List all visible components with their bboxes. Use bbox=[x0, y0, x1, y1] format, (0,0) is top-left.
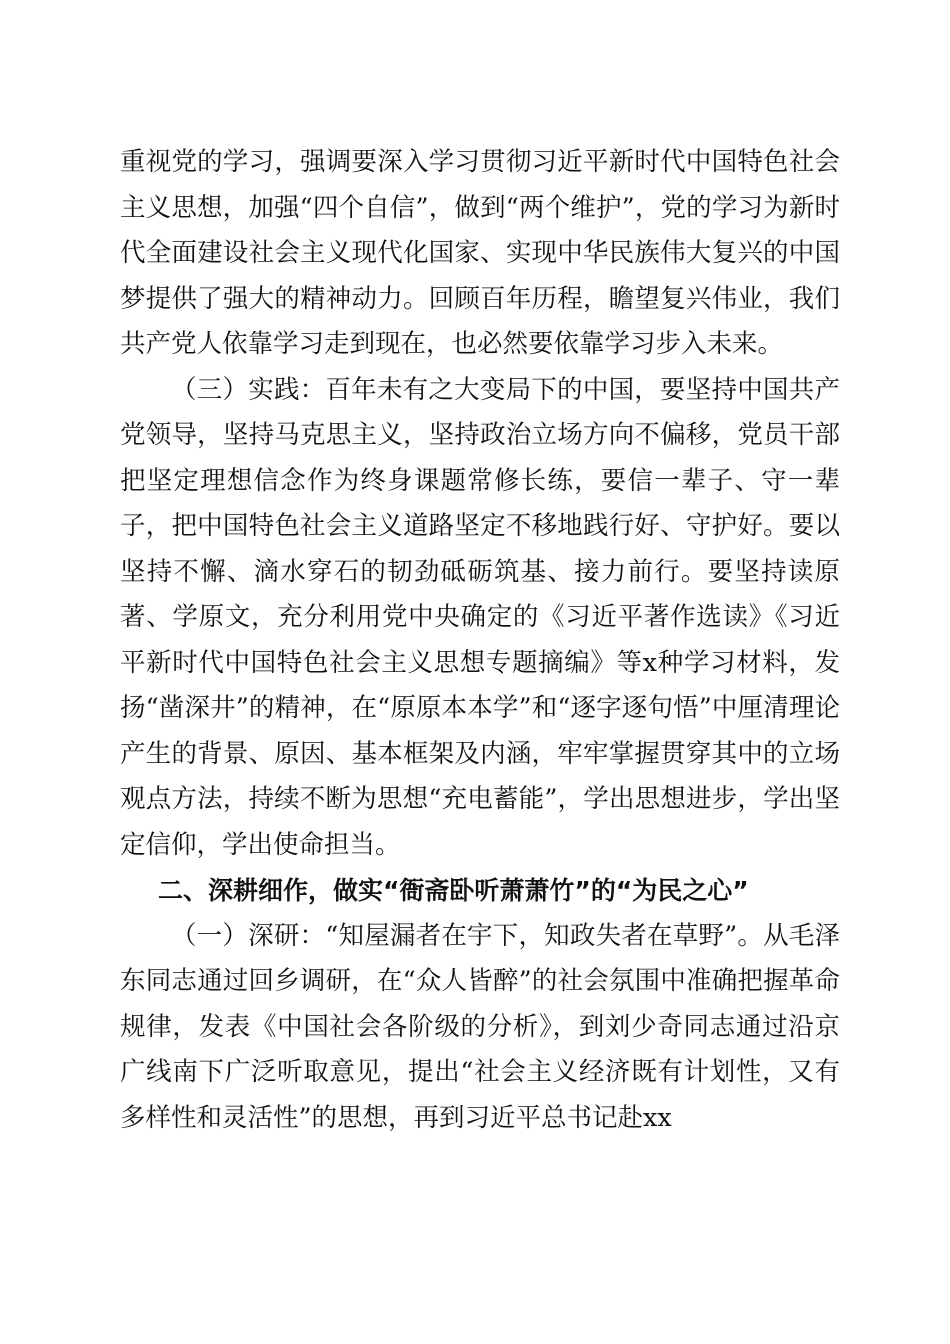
paragraph-study-importance: 重视党的学习，强调要深入学习贯彻习近平新时代中国特色社会主义思想，加强“四个自信”，做到“两个维护”，党的学习为新时代全面建设社会主义现代化国家、实现中华民族伟大复兴的中国梦提供了强大的精神动力。回顾百年历程，瞻望复兴伟业，我们共产党人依靠学习走到现在，也必然要依靠学习步入未来。 bbox=[120, 147, 840, 359]
paragraph-deep-research: （一）深研：“知屋漏者在宇下，知政失者在草野”。从毛泽东同志通过回乡调研，在“众人皆醉”的社会氛围中准确把握革命规律，发表《中国社会各阶级的分析》，到刘少奇同志通过沿京广线南下广泛听取意见，提出“社会主义经济既有计划性，又有多样性和灵活性”的思想，再到习近平总书记赴xx bbox=[120, 920, 840, 1133]
section-heading-two: 二、深耕细作，做实“衙斋卧听萧萧竹”的“为民之心” bbox=[158, 876, 749, 905]
paragraph-practice: （三）实践：百年未有之大变局下的中国，要坚持中国共产党领导，坚持马克思主义，坚持政治立场方向不偏移，党员干部把坚定理想信念作为终身课题常修长练，要信一辈子、守一辈子，把中国特色社会主义道路坚定不移地践行好、守护好。要以坚持不懈、滴水穿石的韧劲砥砺筑基、接力前行。要坚持读原著、学原文，充分利用党中央确定的《习近平著作选读》《习近平新时代中国特色社会主义思想专题摘编》等x种学习材料，发扬“凿深井”的精神，在“原原本本学”和“逐字逐句悟”中厘清理论产生的背景、原因、基本框架及内涵，牢牢掌握贯穿其中的立场观点方法，持续不断为思想“充电蓄能”，学出思想进步，学出坚定信仰，学出使命担当。 bbox=[120, 374, 840, 860]
document-body bbox=[120, 140, 840, 1141]
